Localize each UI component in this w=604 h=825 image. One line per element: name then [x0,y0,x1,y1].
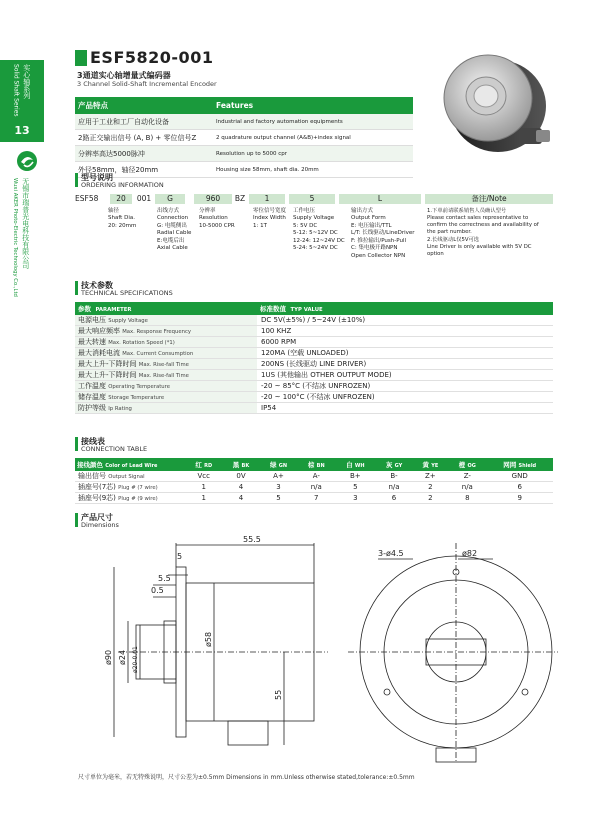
code-resolution: 960 [194,194,232,204]
code-connection: G [155,194,185,204]
dim-d58: ø58 [204,631,213,647]
desc-output: 输出方式 Output Form E: 电压输出/TTL L/T: 长线驱动/LineDriver F: 推拉输出/Push-Pull C: 集电极开路NPN Open Collector NPN [351,208,415,259]
dimension-drawing [78,535,558,765]
table-row: 输出信号 Output Signal Vcc 0V A+ A- B+ B- Z+ Z- GND [75,471,553,482]
table-row: 插座号(7芯) Plug # (7 wire) 1 4 3 n/a 5 n/a 2 n/a 6 [75,482,553,493]
product-photo [428,48,558,158]
dim-d90: ø90 [104,649,113,665]
table-row: 应用于工业和工厂自动化设备 Industrial and factory automation equipments [75,114,413,130]
dim-5: 5 [177,552,183,561]
series-label-en: Solid Shaft Series [12,64,20,117]
conn-color-wh: 白 WH [335,458,376,471]
table-row: 最大转速 Max. Rotation Speed (*1) 6000 RPM [75,337,553,348]
desc-resolution: 分辨率 Resolution 10-5000 CPR [199,208,235,229]
desc-voltage: 工作电压 Supply Voltage 5: 5V DC 5-12: 5~12V DC 12-24: 12~24V DC 5-24: 5~24V DC [293,208,345,252]
subtitle-en: 3 Channel Solid-Shaft Incremental Encoder [77,80,217,88]
table-row: 外径58mm，轴径20mm Housing size 58mm, shaft dia. 20mm [75,162,413,178]
table-row: 分辨率高达5000脉冲 Resolution up to 5000 cpr [75,146,413,162]
conn-color-gy: 灰 GY [376,458,413,471]
ordering-info [75,194,553,272]
company-name-cn: 无锡市瑞普光电科技有限公司 [21,178,30,269]
features-table [75,97,413,178]
table-row: 2路正交输出信号 (A, B) + 零位信号Z 2 quadrature output channel (A&B)+index signal [75,130,413,146]
table-row: 最大响应频率 Max. Response Frequency 100 KHZ [75,326,553,337]
code-voltage: 5 [289,194,335,204]
features-head-cn: 产品特点 [75,97,213,114]
subtitle-cn: 3通道实心轴增量式编码器 [77,71,171,80]
code-shaft: 20 [110,194,132,204]
table-row: 最大上升-下降时间 Max. Rise-fall Time 200NS (长线驱动 LINE DRIVER) [75,359,553,370]
table-row: 防护等级 Ip Rating IP54 [75,403,553,414]
conn-color-og: 橙 OG [448,458,486,471]
table-row: 电源电压 Supply Voltage DC 5V(±5%) / 5~24V (±10%) [75,315,553,326]
dim-d82: ø82 [462,549,478,558]
dim-total-length: 55.5 [243,535,261,544]
dim-d24: ø24 [118,649,127,665]
desc-index: 零位信号宽度 Index Width 1: 1T [253,208,287,229]
dim-holes: 3-ø4.5 [378,549,404,558]
company-logo-icon [16,150,38,172]
dim-0-5: 0.5 [151,586,164,595]
side-strip [0,60,44,120]
dim-d20: ø20-0.01 [132,646,139,673]
connector-outline [228,721,268,745]
conn-color-bn: 棕 BN [298,458,336,471]
code-output: L [339,194,421,204]
table-row: 最大消耗电流 Max. Current Consumption 120MA (空载 UNLOADED) [75,348,553,359]
mount-hole-2 [384,689,390,695]
table-row: 插座号(9芯) Plug # (9 wire) 1 4 5 7 3 6 2 8 9 [75,493,553,504]
title-marker [75,50,87,66]
conn-color-bk: 黑 BK [223,458,260,471]
conn-head-color: 接线颜色 Color of Lead Wire [75,458,185,471]
desc-shaft: 轴径 Shaft Dia. 20: 20mm [108,208,137,229]
specs-head-value: 标准数值 TYP VALUE [257,302,553,315]
dim-5-5: 5.5 [158,574,171,583]
conn-color-rd: 红 RD [185,458,223,471]
specs-head-param: 参数 PARAMETER [75,302,257,315]
conn-color-shield: 网网 Shield [486,458,553,471]
series-label-cn: 实心轴系列 [22,64,31,99]
conn-color-ye: 黄 YE [412,458,448,471]
specs-table [75,302,553,414]
features-head-en: Features [213,97,413,114]
table-row: 储存温度 Storage Temperature -20 ~ 100°C (不结冰 UNFROZEN) [75,392,553,403]
code-series: 001 [136,194,152,203]
page-number: 13 [0,120,44,142]
conn-color-gn: 绿 GN [259,458,297,471]
note-head: 备注/Note [425,194,553,204]
dim-55: 55 [274,689,283,700]
code-model: ESF58 [75,194,99,203]
desc-note: 1.下单前请联系销售人员确认型号 Please contact sales representative to confirm the correctness and availability of the part number. 2.长线驱动L仅5V可选 Line Driver is only available with 5V DC option [427,208,539,257]
connection-table [75,458,553,504]
table-row: 工作温度 Operating Temperature -20 ~ 85°C (不结冰 UNFROZEN) [75,381,553,392]
page-title: ESF5820-001 [90,48,214,67]
code-bz: BZ [234,194,246,203]
mount-hole-3 [522,689,528,695]
footer-note: 尺寸单位为毫米，若无特殊说明，尺寸公差为±0.5mm Dimensions in mm.Unless otherwise stated,tolerance:±0.5mm [78,774,415,781]
desc-connection: 出线方式 Connection G: 电缆侧出 Radial Cable E:电缆后出 Axial Cable [157,208,192,252]
code-index: 1 [249,194,285,204]
company-name-en: Wuxi AKER Photo-Electric Technology Co.,Ltd [12,178,18,297]
table-row: 最大上升-下降时间 Max. Rise-fall Time 1US (其他输出 OTHER OUTPUT MODE) [75,370,553,381]
ordering-code-row [75,194,553,204]
